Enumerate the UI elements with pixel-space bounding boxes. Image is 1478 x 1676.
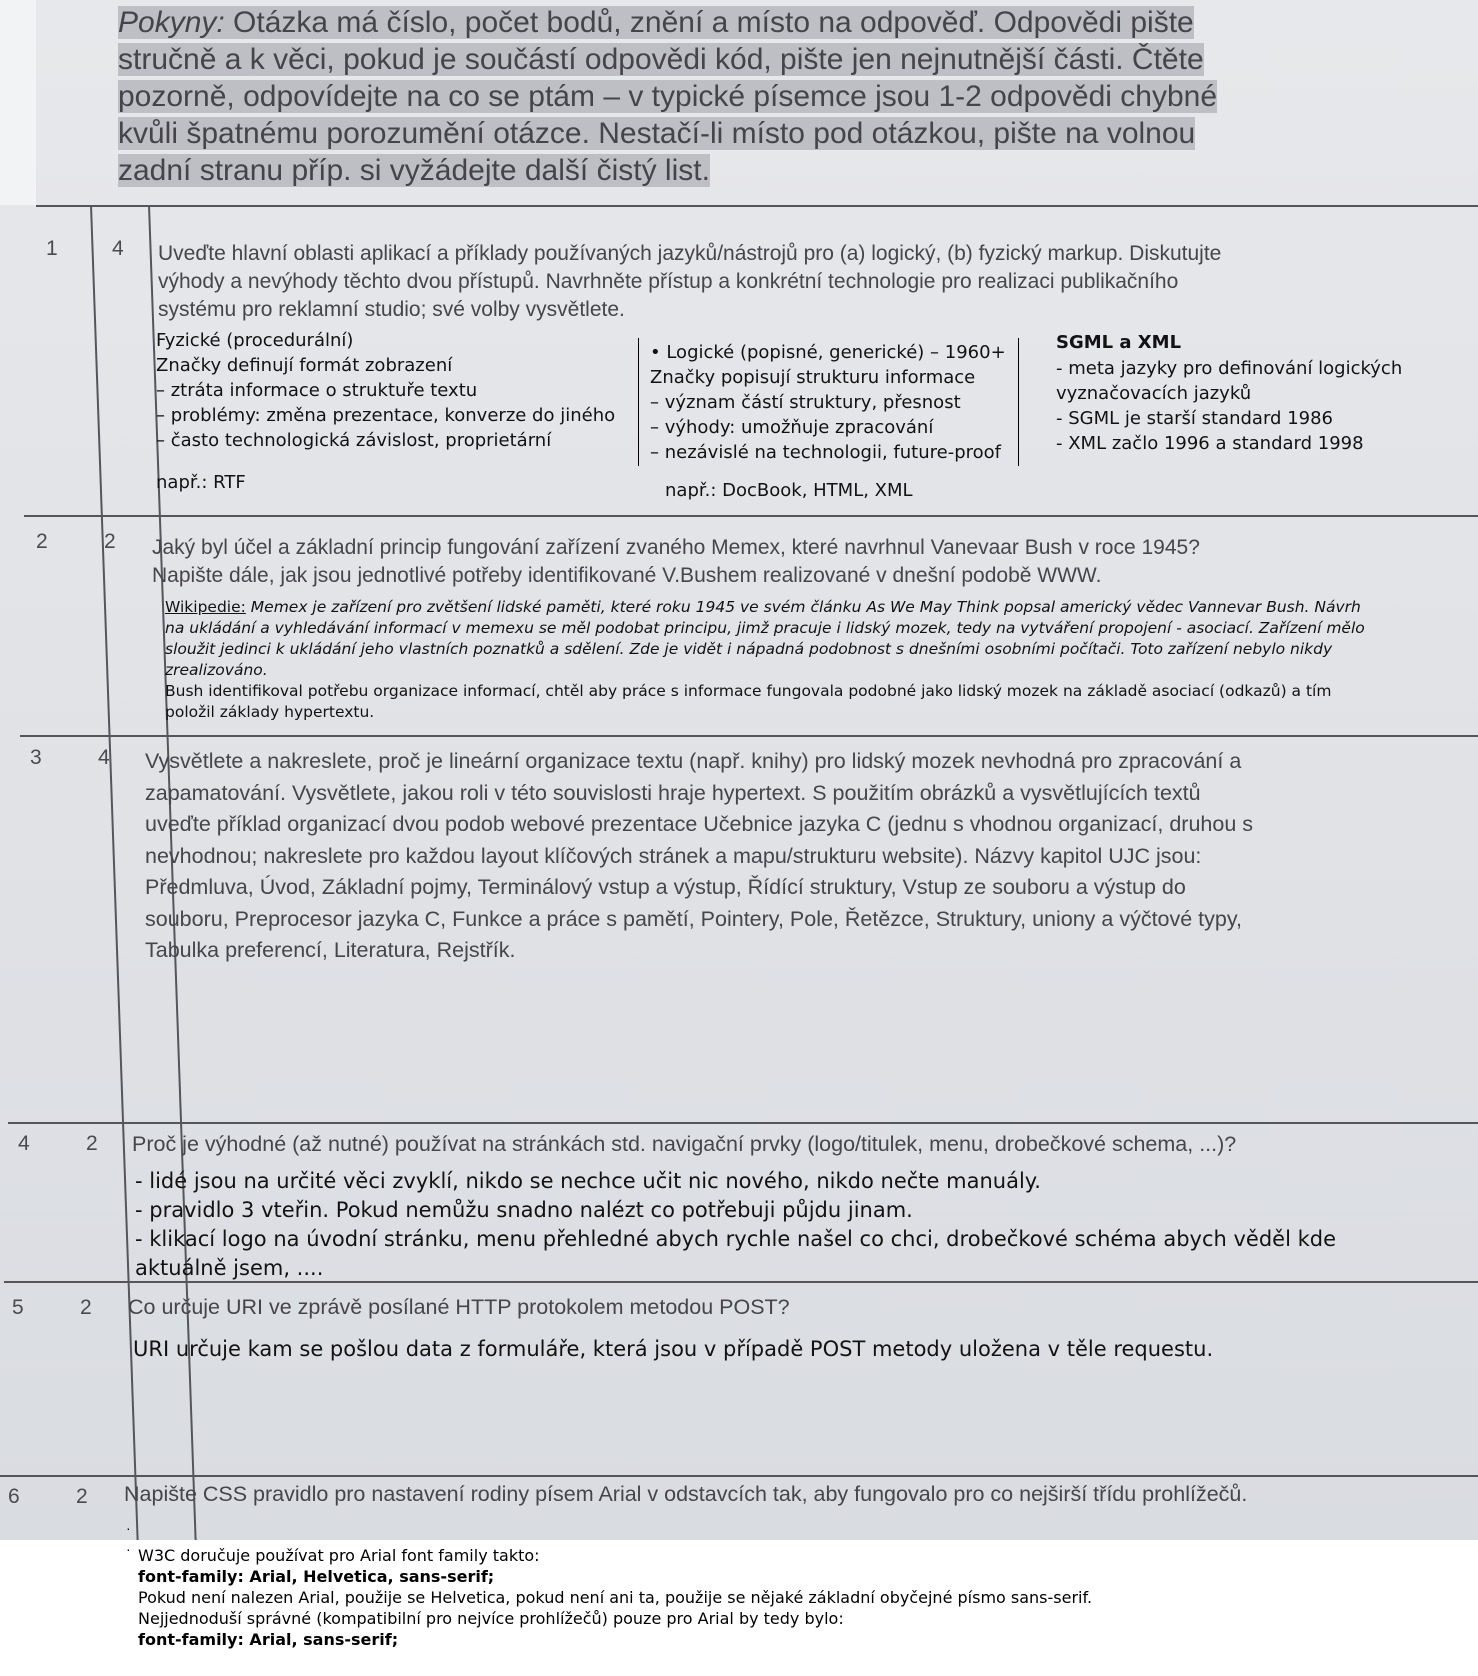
- answer-separator: [638, 338, 639, 466]
- answer-line: – výhody: umožňuje zpracování: [650, 417, 934, 438]
- answer-line: Memex je zařízení pro zvětšení lidské paměti, které roku 1945 ve svém článku As We May Think popsal americký vědec Vannevar Bush. Návrh: [245, 598, 1361, 616]
- instructions-label: Pokyny:: [118, 6, 225, 39]
- answer-line: – často technologická závislost, proprietární: [156, 430, 552, 451]
- answer-navigation: [135, 1167, 1336, 1283]
- question-line: Uveďte hlavní oblasti aplikací a příklady používaných jazyků/nástrojů pro (a) logický, (b) fyzický markup. Diskutujte: [158, 242, 1222, 265]
- question-line: systému pro reklamní studio; své volby vysvětlete.: [158, 298, 625, 321]
- answer-physical: [156, 328, 615, 453]
- answer-line: - lidé jsou na určité věci zvyklí, nikdo se nechce učit nic nového, nikdo nečte manuály.: [135, 1169, 1041, 1193]
- table-top-border: [36, 205, 1478, 207]
- answer-line: Nejjednoduší správné (kompatibilní pro nejvíce prohlížečů) pouze pro Arial by tedy bylo:: [138, 1609, 844, 1628]
- answer-line: Pokud není nalezen Arial, použije se Helvetica, pokud není ani ta, použije se nějaké základní obyčejné písmo sans-serif.: [138, 1588, 1093, 1607]
- row-divider: [24, 515, 1478, 517]
- instructions-line: stručně a k věci, pokud je součástí odpovědi kód, pište jen nejnutnější části. Čtěte: [118, 43, 1204, 76]
- question-line: Předmluva, Úvod, Základní pojmy, Terminálový vstup a výstup, Řídící struktury, Vstup ze souboru a výstup do: [145, 875, 1186, 899]
- answer-line: položil základy hypertextu.: [165, 703, 375, 721]
- question-text: [158, 240, 1221, 324]
- answer-code: font-family: Arial, sans-serif;: [138, 1630, 399, 1649]
- question-line: Napište dále, jak jsou jednotlivé potřeby identifikované V.Bushem realizované v dnešní podobě WWW.: [152, 564, 1102, 587]
- question-line: výhody a nevýhody těchto dvou přístupů. Navrhněte přístup a konkrétní technologie pro realizaci publikačního: [158, 270, 1179, 293]
- question-number: 3: [30, 746, 42, 769]
- question-points: 2: [104, 530, 116, 553]
- question-line: souboru, Preprocesor jazyka C, Funkce a práce s pamětí, Pointery, Pole, Řetězce, Struktury, uniony a výčtové typy,: [145, 906, 1242, 931]
- question-line: uveďte příklad organizací dvou podob webové prezentace Učebnice jazyka C (jednu s vhodnou organizací, druhou s: [145, 812, 1254, 836]
- question-points: 2: [76, 1485, 88, 1508]
- question-line: Vysvětlete a nakreslete, proč je lineární organizace textu (např. knihy) pro lidský mozek nevhodná pro zpracování a: [145, 749, 1242, 773]
- stray-dot: ·: [126, 1520, 131, 1536]
- answer-physical-example: např.: RTF: [156, 472, 246, 493]
- question-text: [145, 746, 1253, 967]
- question-number: 5: [12, 1296, 24, 1319]
- row-divider: [8, 1122, 1478, 1124]
- instructions-line: zadní stranu příp. si vyžádejte další čistý list.: [118, 154, 710, 187]
- answer-css: [138, 1545, 1092, 1650]
- answer-line: vyznačovacích jazyků: [1056, 383, 1252, 404]
- answer-code: font-family: Arial, Helvetica, sans-serif;: [138, 1567, 495, 1586]
- answer-line: - SGML je starší standard 1986: [1056, 408, 1334, 429]
- answer-line: – význam částí struktury, přesnost: [650, 392, 961, 413]
- answer-line: • Logické (popisné, generické) – 1960+: [650, 342, 1006, 363]
- question-line: zapamatování. Vysvětlete, jakou roli v této souvislosti hraje hypertext. S použitím obrázků a vysvětlujících textů: [145, 780, 1201, 805]
- instructions-line: kvůli špatnému porozumění otázce. Nestačí-li místo pod otázkou, pište na volnou: [118, 117, 1196, 150]
- answer-line: - klikací logo na úvodní stránku, menu přehledné abych rychle našel co chci, drobečkové schéma abych věděl kde: [135, 1227, 1337, 1251]
- answer-uri: URI určuje kam se pošlou data z formuláře, která jsou v případě POST metody uložena v těle requestu.: [133, 1337, 1214, 1361]
- question-number: 6: [8, 1485, 20, 1508]
- row-divider: [20, 735, 1478, 737]
- answer-line: W3C doručuje používat pro Arial font family takto:: [138, 1546, 540, 1565]
- question-points: 2: [86, 1132, 98, 1155]
- question-text: [152, 534, 1200, 590]
- answer-line: - meta jazyky pro definování logických: [1056, 358, 1403, 379]
- paper-edge: [0, 0, 36, 205]
- answer-line: - XML začlo 1996 a standard 1998: [1056, 433, 1364, 454]
- answer-line: Bush identifikoval potřebu organizace informací, chtěl aby práce s informace fungovala podobné jako lidský mozek na základě asociací (odkazů) a tím: [165, 682, 1332, 700]
- row-divider: [0, 1475, 1478, 1477]
- answer-line: zrealizováno.: [165, 661, 268, 679]
- wiki-label: Wikipedie:: [165, 598, 246, 616]
- answer-sgml: [1056, 356, 1402, 456]
- question-number: 2: [36, 530, 48, 553]
- question-line: nevhodnou; nakreslete pro každou layout klíčových stránek a mapu/strukturu website). Názvy kapitol UJC jsou:: [145, 843, 1202, 868]
- answer-logical: [650, 340, 1006, 465]
- answer-line: Značky definují formát zobrazení: [156, 355, 453, 376]
- question-number: 1: [46, 237, 58, 260]
- question-line: Jaký byl účel a základní princip fungování zařízení zvaného Memex, které navrhnul Vanevaar Bush v roce 1945?: [152, 536, 1200, 559]
- answer-line: sloužit jedinci k ukládání jeho vlastních poznatků a sdělení. Zde je vidět i nápadná podobnost s dnešními osobními počítači. Toto zařízení nebylo nikdy: [165, 640, 1333, 658]
- answer-sgml-title: SGML a XML: [1056, 332, 1182, 353]
- answer-line: Značky popisují strukturu informace: [650, 367, 976, 388]
- answer-line: Fyzické (procedurální): [156, 330, 354, 351]
- question-line: Tabulka preferencí, Literatura, Rejstřík.: [145, 938, 516, 962]
- instructions-line: pozorně, odpovídejte na co se ptám – v typické písemce jsou 1-2 odpovědi chybné: [118, 80, 1217, 113]
- instructions-line: Otázka má číslo, počet bodů, znění a místo na odpověď. Odpovědi pište: [224, 6, 1194, 39]
- question-text: Co určuje URI ve zprávě posílané HTTP protokolem metodou POST?: [128, 1295, 790, 1319]
- answer-line: – nezávislé na technologii, future-proof: [650, 442, 1001, 463]
- answer-line: - pravidlo 3 vteřin. Pokud nemůžu snadno nalézt co potřebuji půjdu jinam.: [135, 1198, 913, 1222]
- question-points: 2: [80, 1296, 92, 1319]
- answer-logical-example: např.: DocBook, HTML, XML: [665, 480, 913, 501]
- answer-line: – problémy: změna prezentace, konverze do jiného: [156, 405, 616, 426]
- answer-line: aktuálně jsem, ....: [135, 1256, 324, 1280]
- question-text: Napište CSS pravidlo pro nastavení rodiny písem Arial v odstavcích tak, aby fungovalo pro co nejširší třídu prohlížečů.: [124, 1482, 1248, 1506]
- answer-line: – ztráta informace o struktuře textu: [156, 380, 478, 401]
- stray-dot: ·: [126, 1541, 131, 1557]
- question-text: Proč je výhodné (až nutné) používat na stránkách std. navigační prvky (logo/titulek, menu, drobečkové schema, ...)?: [132, 1132, 1237, 1156]
- answer-line: na ukládání a vyhledávání informací v memexu se měl podobat principu, jimž pracuje i lidský mozek, tedy na vytváření propojení - asociací. Zařízení mělo: [165, 619, 1365, 637]
- question-points: 4: [98, 746, 110, 769]
- question-points: 4: [112, 237, 124, 260]
- question-number: 4: [18, 1132, 30, 1155]
- instructions-block: [118, 4, 1368, 189]
- answer-wikipedia: [165, 597, 1365, 723]
- answer-separator: [1018, 338, 1019, 466]
